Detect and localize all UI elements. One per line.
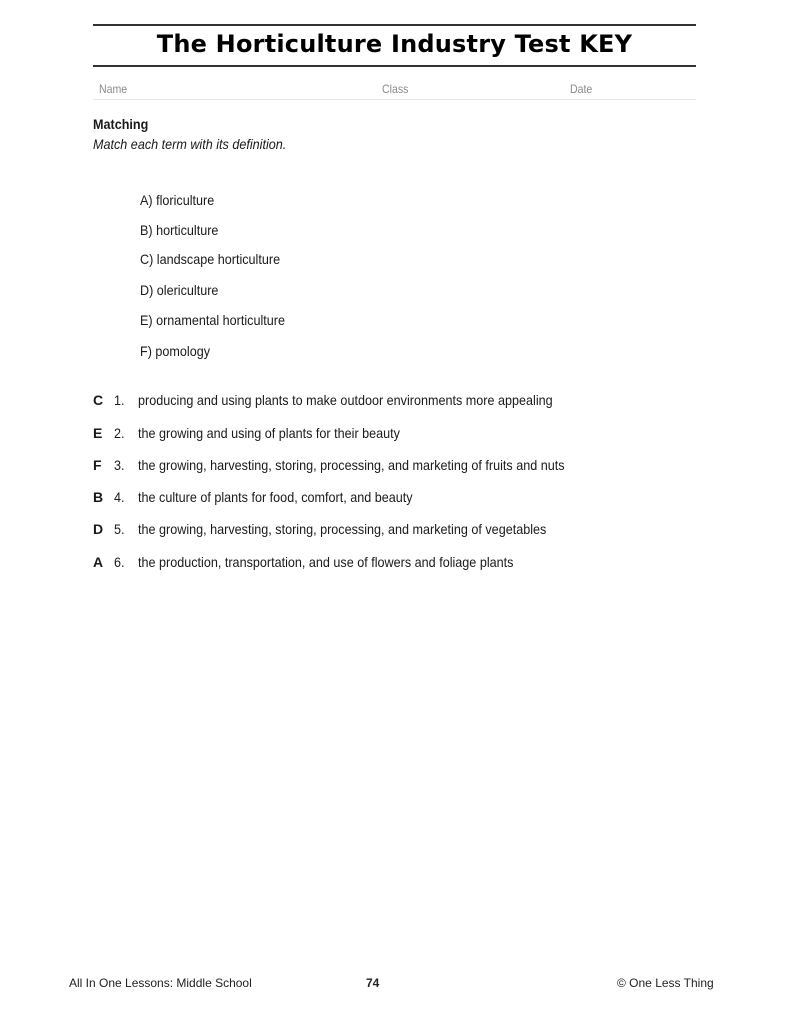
answer-letter: B [93,489,104,505]
question-text: the growing, harvesting, storing, processing, and marketing of fruits and nuts [138,457,565,473]
answer-letter: E [93,425,103,441]
instructions: Match each term with its definition. [93,136,287,152]
title-rule-bottom [93,65,696,67]
answer-letter: F [93,457,102,473]
option-item: B) horticulture [140,222,219,238]
question-text: the culture of plants for food, comfort, and beauty [138,489,413,505]
question-number: 2. [114,425,125,441]
answer-letter: A [93,554,104,570]
option-item: C) landscape horticulture [140,251,281,267]
class-label: Class [382,82,409,96]
title-rule-top [93,24,696,26]
footer-copyright: © One Less Thing [617,976,714,990]
footer-publication: All In One Lessons: Middle School [69,976,252,990]
question-number: 5. [114,521,125,537]
option-item: D) olericulture [140,282,219,298]
page-number: 74 [366,976,380,990]
section-title: Matching [93,116,149,132]
name-label: Name [99,82,128,96]
question-text: the production, transportation, and use of flowers and foliage plants [138,554,514,570]
date-label: Date [570,82,593,96]
question-number: 6. [114,554,125,570]
option-item: A) floriculture [140,192,215,208]
question-number: 1. [114,392,125,408]
question-text: the growing and using of plants for their beauty [138,425,400,441]
option-item: E) ornamental horticulture [140,312,285,328]
answer-letter: C [93,392,104,408]
answer-letter: D [93,521,104,537]
question-text: the growing, harvesting, storing, processing, and marketing of vegetables [138,521,547,537]
question-text: producing and using plants to make outdoor environments more appealing [138,392,553,408]
meta-divider [93,99,696,100]
question-number: 4. [114,489,125,505]
question-number: 3. [114,457,125,473]
option-item: F) pomology [140,343,211,359]
page-title: The Horticulture Industry Test KEY [156,30,633,58]
